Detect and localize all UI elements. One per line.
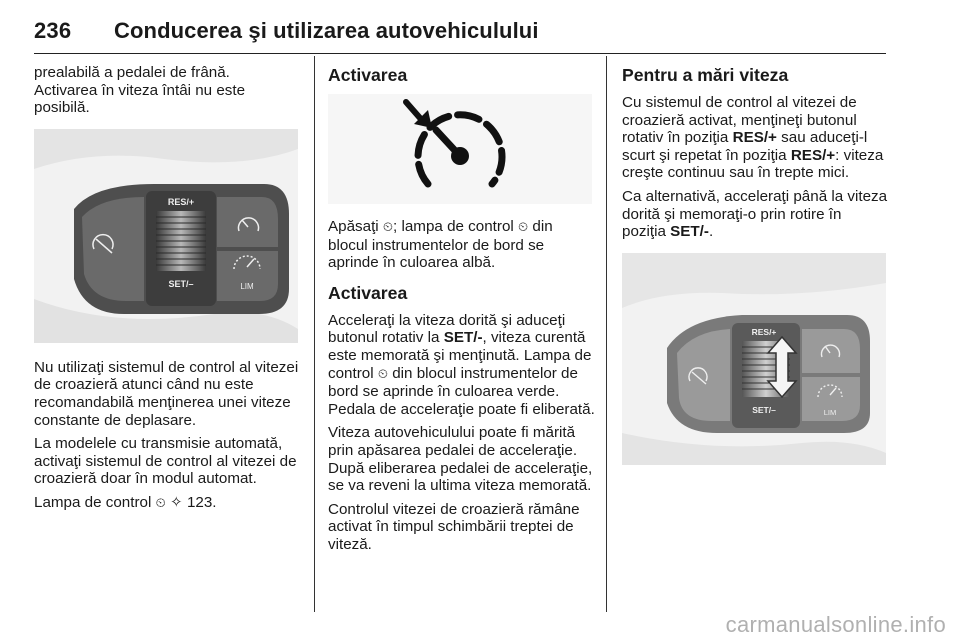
text: Acceleraţi la viteza dorită şi aduceţi butonul rotativ la	[328, 311, 566, 347]
steering-wheel-controls-figure	[622, 253, 886, 465]
paragraph	[622, 94, 888, 182]
text: din blocul instrumentelor de bord se aprinde în culoarea verde. Pedala de acceleraţie poate fi eliberată.	[328, 364, 595, 418]
paragraph: Viteza autovehiculului poate fi mărită prin apăsarea pedalei de acceleraţie. După eliberarea pedalei de acceleraţie, se va reveni la ultima viteza memorată.	[328, 424, 593, 495]
set-label: SET/–	[168, 278, 194, 289]
steering-wheel-controls-illustration	[622, 253, 886, 465]
page-reference[interactable]: 123.	[186, 493, 217, 511]
text: , viteza curentă este memorată şi menţinută. Lampa de control	[328, 329, 592, 382]
column-1	[34, 64, 300, 519]
cruise-icon: ⏲	[377, 366, 388, 382]
text: Apăsaţi	[328, 218, 379, 235]
steering-wheel-controls-illustration	[34, 129, 298, 343]
paragraph	[622, 188, 888, 241]
paragraph: Controlul vitezei de croazieră rămâne activat în timpul schimbării treptei de viteză.	[328, 500, 580, 553]
text: Ca alternativă, acceleraţi până la viteza dorită şi memoraţi-o prin rotire în poziţia	[622, 187, 888, 241]
text: : viteza creşte continuu sau în trepte mici.	[622, 146, 884, 182]
text-line: Activarea în viteza întâi nu este	[34, 81, 246, 99]
res-label: RES/+	[167, 196, 195, 207]
page-title: Conducerea şi utilizarea autovehiculului	[114, 18, 539, 43]
reference-arrow-icon: ✧	[169, 493, 183, 511]
text: Cu sistemul de control al vitezei de croazieră activat, menţineţi butonul rotativ în poziţia	[622, 94, 857, 147]
paragraph: Nu utilizaţi sistemul de control al vitezei de croazieră atunci când nu este recomandabilă menţinerea unei viteze constante de deplasare.	[34, 358, 299, 429]
control-position-label: RES/+	[790, 146, 836, 164]
text-line: posibilă.	[34, 99, 90, 117]
paragraph	[328, 312, 596, 419]
cruise-icon: ⏲	[518, 220, 529, 235]
column-divider	[314, 56, 315, 612]
steering-wheel-controls-figure	[34, 129, 298, 343]
text: ; lampa de control	[393, 218, 514, 235]
control-position-label: RES/+	[732, 129, 777, 147]
page-header	[34, 10, 886, 54]
section-heading: Pentru a mări viteza	[622, 65, 789, 85]
lim-label: LIM	[240, 281, 254, 291]
section-heading: Activarea	[328, 282, 408, 303]
lim-label: LIM	[823, 407, 837, 417]
paragraph	[34, 494, 300, 513]
watermark: carmanualsonline.info	[725, 612, 946, 637]
text: .	[708, 223, 714, 241]
control-position-label: SET/-	[670, 223, 709, 241]
text: sau aduceţi-l scurt şi repetat în poziţia	[622, 129, 868, 164]
column-2	[328, 64, 596, 560]
cruise-icon	[328, 94, 592, 204]
text-line: prealabilă a pedalei de frână.	[34, 64, 230, 81]
text: din blocul instrumentelor de bord se aprinde în culoarea albă.	[328, 218, 553, 272]
column-3	[622, 64, 888, 465]
paragraph	[328, 218, 596, 272]
cruise-icon: ⏲	[382, 220, 394, 235]
cruise-icon: ⏲	[155, 495, 166, 511]
page-number: 236	[34, 18, 72, 43]
intro-text	[34, 64, 300, 117]
set-label: SET/–	[752, 404, 776, 415]
res-label: RES/+	[751, 326, 777, 337]
section-heading: Activarea	[328, 65, 408, 85]
cruise-control-symbol-figure	[328, 94, 592, 204]
paragraph: La modelele cu transmisie automată, activaţi sistemul de control al vitezei de croazieră doar în modul automat.	[34, 435, 297, 488]
control-position-label: SET/-	[443, 329, 483, 347]
column-divider	[606, 56, 607, 612]
text: Lampa de control	[34, 493, 152, 511]
